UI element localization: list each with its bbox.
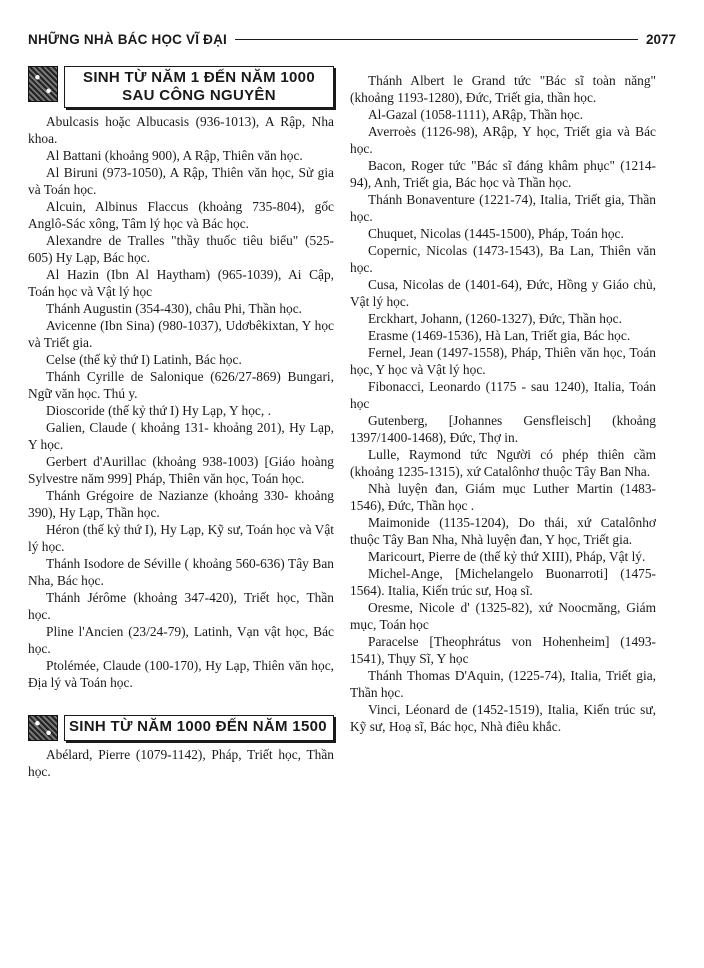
entry: Celse (thế kỷ thứ I) Latinh, Bác học. <box>46 352 242 367</box>
entry: Fibonacci, Leonardo (1175 - sau 1240), Italia, Toán học <box>350 379 656 411</box>
entry: Erasme (1469-1536), Hà Lan, Triết gia, Bác học. <box>368 328 631 343</box>
entry: Thánh Augustin (354-430), châu Phi, Thần học. <box>46 301 302 316</box>
entry: Alexandre de Tralles "thầy thuốc tiêu biểu" (525-605) Hy Lạp, Bác học. <box>28 233 334 265</box>
entry: Nhà luyện đan, Giám mục Luther Martin (1483-1546), Đức, Thần học . <box>350 481 656 513</box>
entry: Erckhart, Johann, (1260-1327), Đức, Thần học. <box>368 311 622 326</box>
entry: Galien, Claude ( khoảng 131- khoảng 201), Hy Lạp, Y học. <box>28 420 334 452</box>
entry: Maricourt, Pierre de (thế kỷ thứ XIII), Pháp, Vật lý. <box>368 549 646 564</box>
entry: Al Biruni (973-1050), A Rập, Thiên văn học, Sử gia và Toán học. <box>28 165 334 197</box>
entry: Gutenberg, [Johannes Gensfleisch] (khoảng 1397/1400-1468), Đức, Thợ in. <box>350 413 656 445</box>
entry: Abulcasis hoặc Albucasis (936-1013), A Rập, Nha khoa. <box>28 114 334 146</box>
entry: Thánh Thomas D'Aquin, (1225-74), Italia, Triết gia, Thần học. <box>350 668 656 700</box>
running-title: NHỮNG NHÀ BÁC HỌC VĨ ĐẠI <box>28 31 228 47</box>
entry: Pline l'Ancien (23/24-79), Latinh, Vạn vật học, Bác học. <box>28 624 334 656</box>
entry: Copernic, Nicolas (1473-1543), Ba Lan, Thiên văn học. <box>350 243 656 275</box>
entry: Thánh Cyrille de Salonique (626/27-869) Bungari, Ngữ văn học. Thú y. <box>28 369 334 401</box>
page-header <box>28 28 676 50</box>
entry: Vinci, Léonard de (1452-1519), Italia, Kiến trúc sư, Kỹ sư, Hoạ sĩ, Bác học, Nhà điêu khắc. <box>350 702 656 734</box>
entry: Avicenne (Ibn Sina) (980-1037), Udơbêkixtan, Y học và Triết gia. <box>28 318 334 350</box>
entry: Averroès (1126-98), ARập, Y học, Triết gia và Bác học. <box>350 124 656 156</box>
section-heading-2 <box>28 715 334 741</box>
section-heading-1 <box>28 66 334 108</box>
entry: Thánh Albert le Grand tức "Bác sĩ toàn năng" (khoảng 1193-1280), Đức, Triết gia, thần học. <box>350 73 656 105</box>
entry: Thánh Jérôme (khoảng 347-420), Triết học, Thần học. <box>28 590 334 622</box>
entry: Michel-Ange, [Michelangelo Buonarroti] (1475-1564). Italia, Kiến trúc sư, Hoạ sĩ. <box>350 566 656 598</box>
entry: Fernel, Jean (1497-1558), Pháp, Thiên văn học, Toán học, Y học và Vật lý học. <box>350 345 656 377</box>
entry: Cusa, Nicolas de (1401-64), Đức, Hồng y Giáo chủ, Vật lý học. <box>350 277 656 309</box>
entry: Dioscoride (thế kỷ thứ I) Hy Lạp, Y học, . <box>46 403 271 418</box>
section-title: SINH TỪ NĂM 1 ĐẾN NĂM 1000 SAU CÔNG NGUYÊN <box>64 66 334 108</box>
entry: Ptolémée, Claude (100-170), Hy Lạp, Thiên văn học, Địa lý và Toán học. <box>28 658 334 690</box>
entry: Maimonide (1135-1204), Do thái, xứ Catalônhơ thuộc Tây Ban Nha, Nhà luyện đan, Y học, Triết gia. <box>350 515 656 547</box>
left-column <box>28 66 334 780</box>
entry: Thánh Bonaventure (1221-74), Italia, Triết gia, Thần học. <box>350 192 656 224</box>
entry: Abélard, Pierre (1079-1142), Pháp, Triết học, Thần học. <box>28 747 334 779</box>
entry: Gerbert d'Aurillac (khoảng 938-1003) [Giáo hoàng Sylvestre năm 999] Pháp, Thiên văn học, Toán học. <box>28 454 334 486</box>
entry: Oresme, Nicole d' (1325-82), xứ Noocmăng, Giám mục, Toán học <box>350 600 656 632</box>
ornament-icon <box>28 715 58 741</box>
entry: Chuquet, Nicolas (1445-1500), Pháp, Toán học. <box>368 226 624 241</box>
section-title: SINH TỪ NĂM 1000 ĐẾN NĂM 1500 <box>64 715 334 741</box>
entry: Thánh Grégoire de Nazianze (khoảng 330- khoảng 390), Hy Lạp, Thần học. <box>28 488 334 520</box>
entry: Bacon, Roger tức "Bác sĩ đáng khâm phục" (1214-94), Anh, Triết gia, Bác học và Thần học. <box>350 158 656 190</box>
entry: Héron (thế kỷ thứ I), Hy Lạp, Kỹ sư, Toán học và Vật lý học. <box>28 522 334 554</box>
entry: Al Hazin (Ibn Al Haytham) (965-1039), Ai Cập, Toán học và Vật lý học <box>28 267 334 299</box>
page-number: 2077 <box>645 31 676 47</box>
right-column <box>350 72 656 735</box>
entry: Alcuin, Albinus Flaccus (khoảng 735-804), gốc Anglô-Sác xông, Tâm lý học và Bác học. <box>28 199 334 231</box>
header-rule <box>235 39 638 40</box>
ornament-icon <box>28 66 58 102</box>
entry: Al-Gazal (1058-1111), ARập, Thần học. <box>368 107 584 122</box>
entry: Thánh Isodore de Séville ( khoảng 560-636) Tây Ban Nha, Bác học. <box>28 556 334 588</box>
entry: Paracelse [Theophrátus von Hohenheim] (1493-1541), Thụy Sĩ, Y học <box>350 634 656 666</box>
entry: Lulle, Raymond tức Người có phép thiên cầm (khoảng 1235-1315), xứ Catalônhơ thuộc Tây Ban Nha. <box>350 447 656 479</box>
entry: Al Battani (khoảng 900), A Rập, Thiên văn học. <box>46 148 303 163</box>
